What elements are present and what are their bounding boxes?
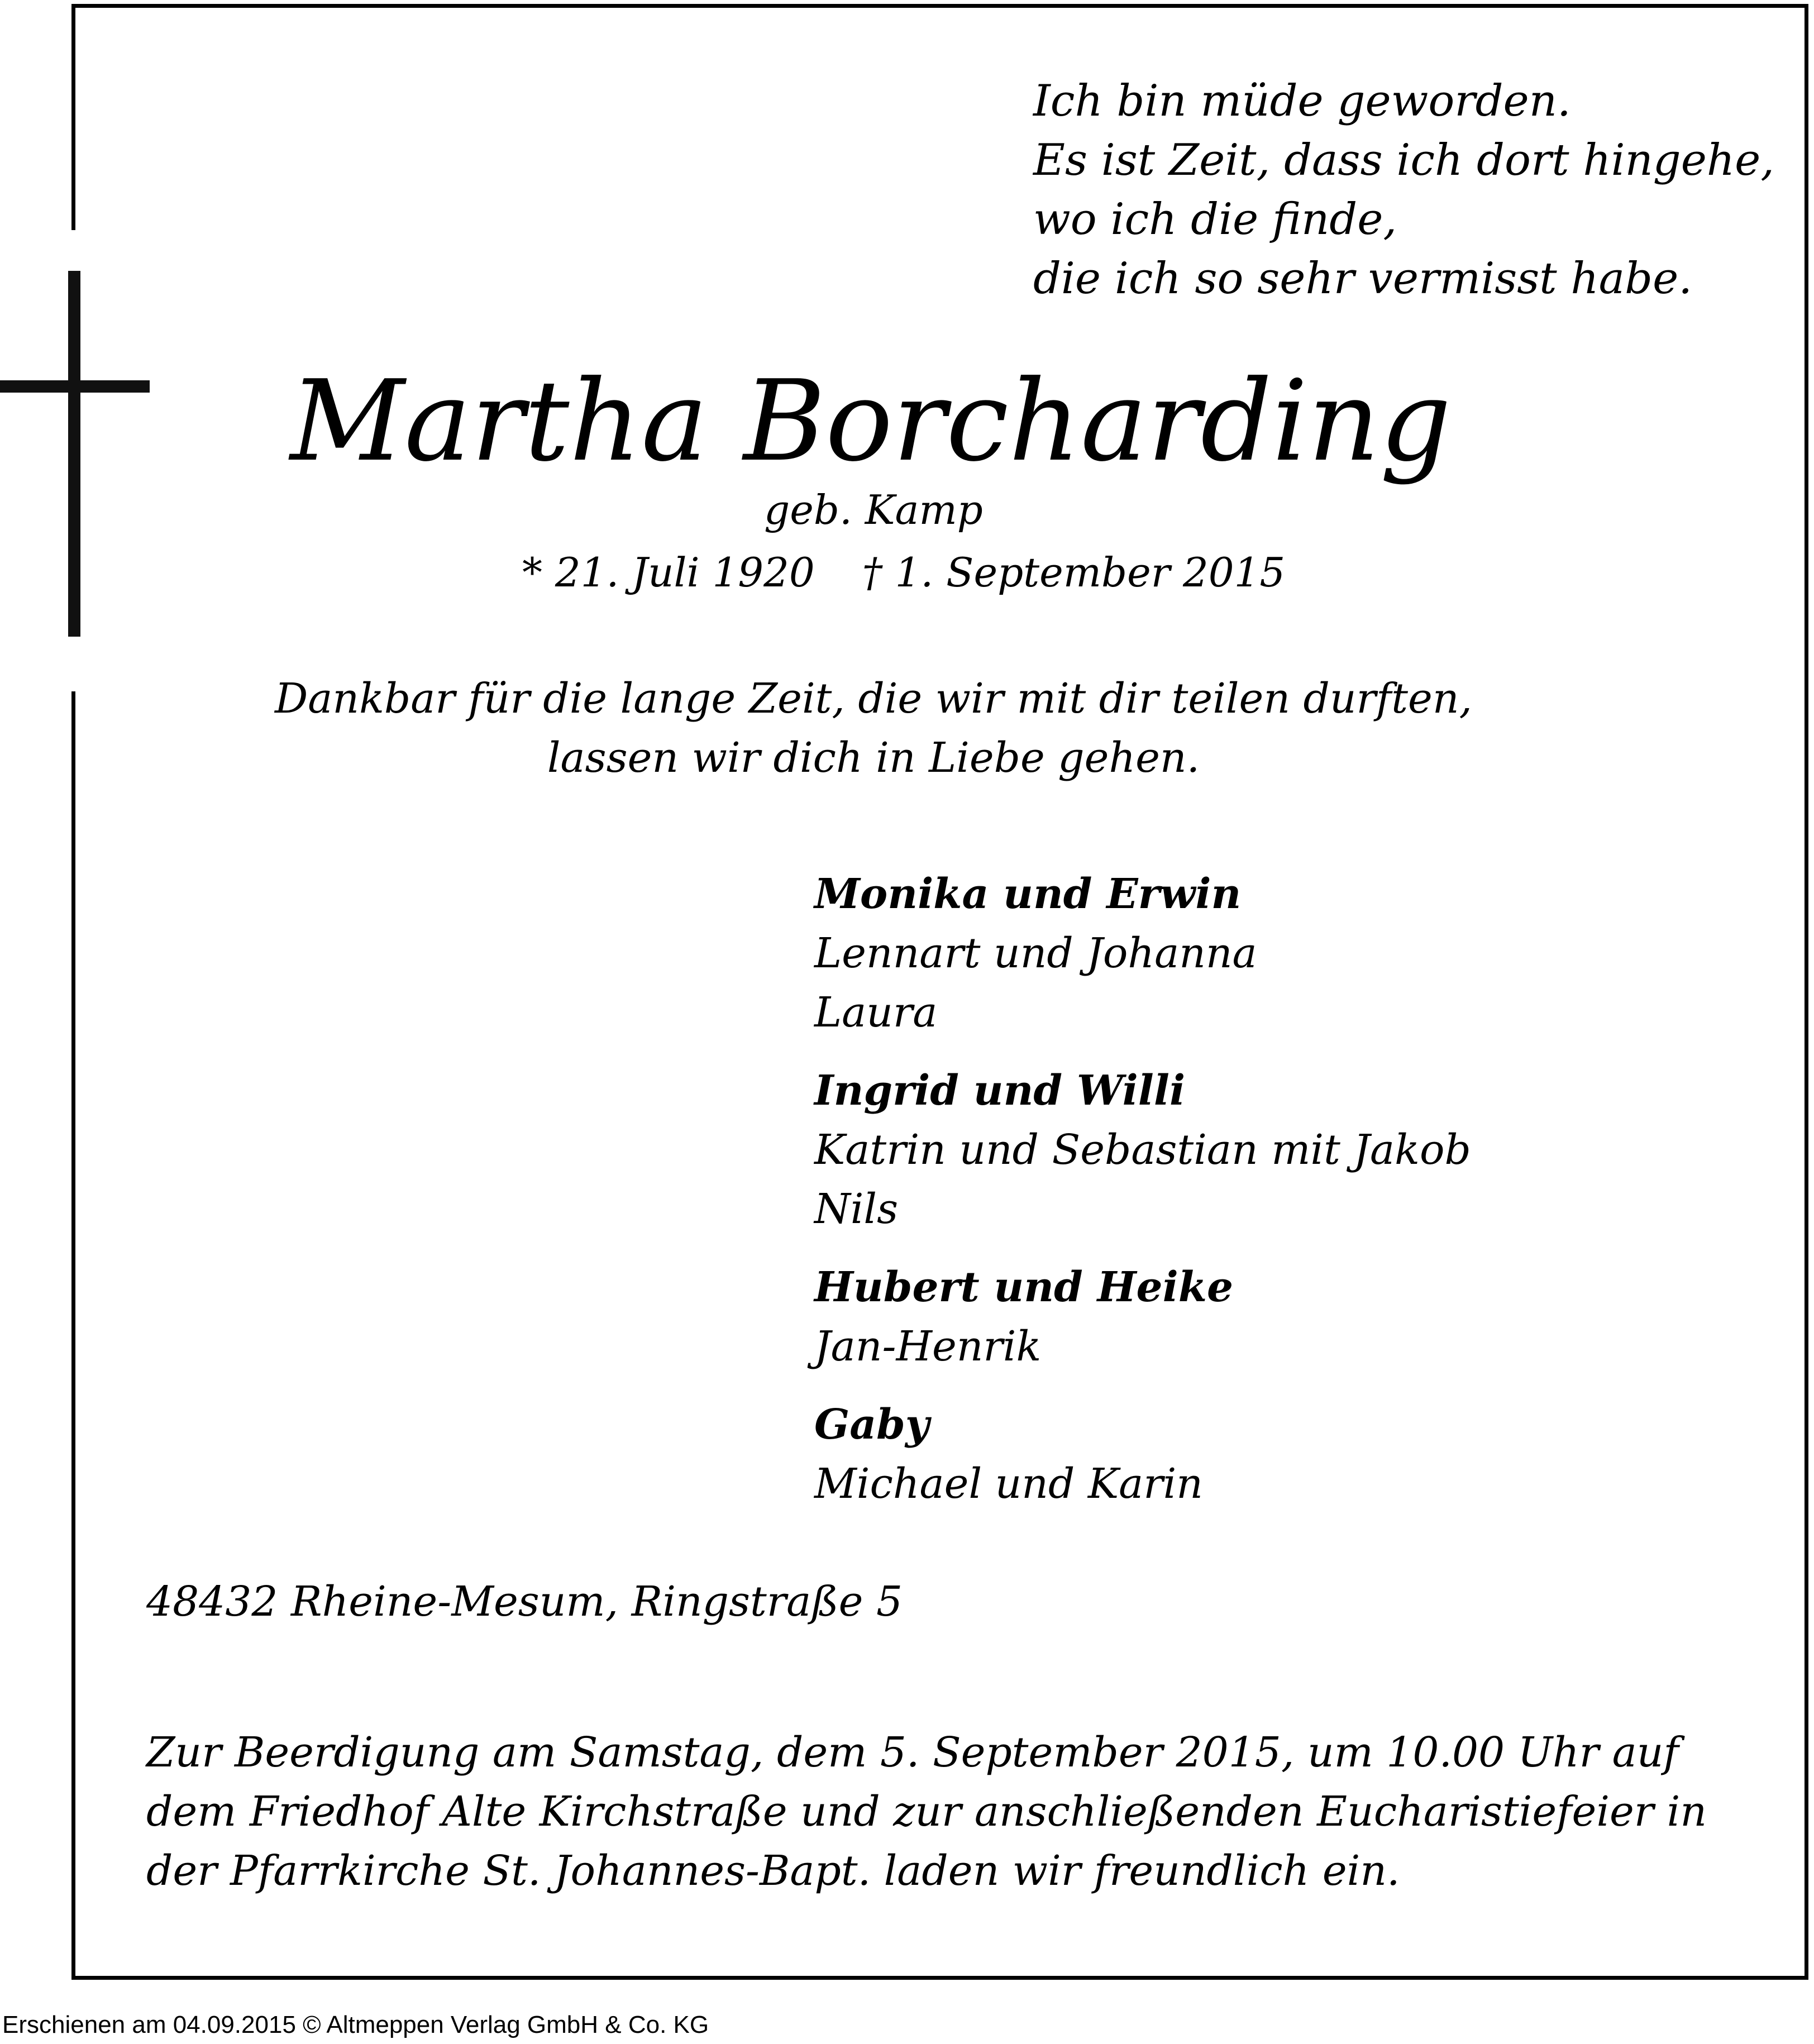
family-group-head: Monika und Erwin <box>814 870 1242 918</box>
family-list <box>814 865 1471 1532</box>
border-right <box>1805 4 1808 1980</box>
border-top <box>71 4 1808 8</box>
address: 48432 Rheine-Mesum, Ringstraße 5 <box>146 1578 903 1626</box>
family-group <box>814 1258 1471 1376</box>
thanks-line: lassen wir dich in Liebe gehen. <box>547 734 1200 782</box>
family-member: Michael und Karin <box>814 1460 1203 1508</box>
poem-line: Ich bin müde geworden. <box>1033 76 1571 126</box>
family-member: Nils <box>814 1185 899 1233</box>
family-group <box>814 865 1471 1042</box>
family-group-head: Hubert und Heike <box>814 1263 1234 1311</box>
funeral-line: dem Friedhof Alte Kirchstraße und zur anschließenden Eucharistiefeier in <box>146 1788 1707 1836</box>
thanks-text <box>0 669 1814 787</box>
born-name-text: geb. Kamp <box>764 486 983 533</box>
publication-footer: Erschienen am 04.09.2015 © Altmeppen Verlag GmbH & Co. KG <box>2 2011 709 2038</box>
death-date: † 1. September 2015 <box>862 549 1286 596</box>
deceased-name <box>0 357 1814 486</box>
funeral-line: Zur Beerdigung am Samstag, dem 5. September 2015, um 10.00 Uhr auf <box>146 1728 1679 1776</box>
poem <box>1033 71 1774 308</box>
family-group-head: Gaby <box>814 1401 929 1449</box>
poem-line: Es ist Zeit, dass ich dort hingehe, <box>1033 135 1775 185</box>
deceased-name-text: Martha Borcharding <box>290 356 1452 486</box>
funeral-line: der Pfarrkirche St. Johannes-Bapt. laden wir freundlich ein. <box>146 1847 1400 1895</box>
poem-line: die ich so sehr vermisst habe. <box>1033 254 1693 304</box>
funeral-notice <box>146 1723 1707 1900</box>
thanks-line: Dankbar für die lange Zeit, die wir mit dir teilen durften, <box>274 675 1473 723</box>
birth-date: * 21. Juli 1920 <box>522 549 815 596</box>
family-member: Laura <box>814 988 938 1037</box>
family-group <box>814 1061 1471 1239</box>
family-member: Katrin und Sebastian mit Jakob <box>814 1126 1471 1174</box>
family-member: Jan-Henrik <box>814 1322 1042 1370</box>
family-group-head: Ingrid und Willi <box>814 1067 1186 1115</box>
border-left-upper <box>71 4 75 230</box>
border-bottom <box>71 1976 1808 1980</box>
poem-line: wo ich die finde, <box>1033 194 1397 245</box>
family-group <box>814 1395 1471 1513</box>
family-member: Lennart und Johanna <box>814 929 1257 977</box>
life-dates <box>522 547 1285 598</box>
border-left-lower <box>71 691 75 1980</box>
born-name <box>0 485 1814 535</box>
